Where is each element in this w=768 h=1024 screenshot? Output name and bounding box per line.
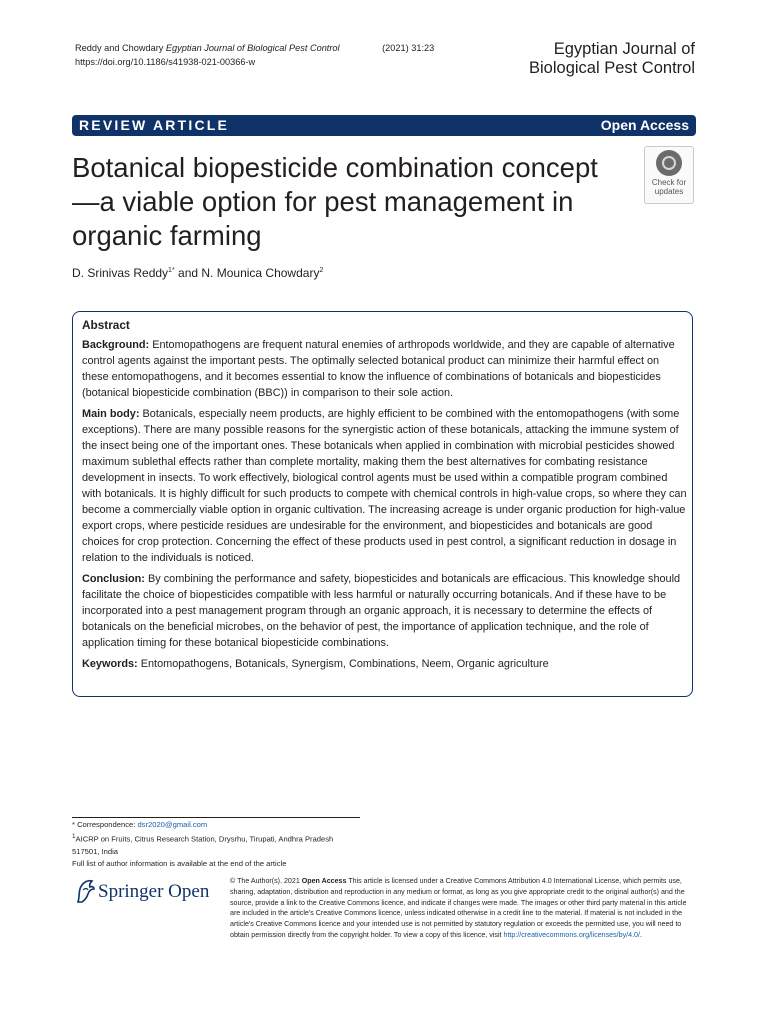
check-for-updates-button[interactable] xyxy=(644,146,694,204)
abstract-conclusion xyxy=(82,571,688,651)
header-authors: Reddy and Chowdary xyxy=(75,43,164,53)
license-text xyxy=(230,876,692,941)
abstract-heading: Abstract xyxy=(82,318,130,332)
author-list xyxy=(72,263,323,281)
correspondence-line xyxy=(72,819,372,831)
main-body-text: Botanicals, especially neem products, are highly efficient to be combined with the entomopathogens (with some exceptions). There are many possible reasons for the synergistic action of these botanicals, attacking the immune system of the insect being one of the important ones. These botanicals when applied in combination with microbial pesticides showed maximum sublethal effects rather than complete mortality, making them the best alternatives for combating resistance development in insects. To work effectively, biological control agents must be used within a compatible program combined with botanicals. It is highly difficult for such products to compete with chemical controls in high-value crops, so where they can become a commercially viable option in organic cultivation. The increasing acreage is under organic production for high-value export crops, where pesticide residues are undesirable for the environment, and biopesticides and botanicals are good choices for crop protection. Concerning the effect of these products used in pest control, a significant reduction in dosage in relation to the individuals is noticed. xyxy=(82,408,687,564)
publisher-name: Springer Open xyxy=(98,881,210,902)
author-1: D. Srinivas Reddy xyxy=(72,266,169,280)
license-body: This article is licensed under a Creative Commons Attribution 4.0 International License, which permits use, sharing, adaptation, distribution and reproduction in any medium or format, as long as you give appropriate credit to the original author(s) and the source, provide a link to the Creative Commons licence, and indicate if changes were made. The images or other third party material in this article are included in the article's Creative Commons licence, unless indicated otherwise in a credit line to the material. If material is not included in the article's Creative Commons licence and your intended use is not permitted by statutory regulation or exceeds the permitted use, you will need to obtain permission directly from the copyright holder. To view a copy of this licence, visit xyxy=(230,877,687,939)
correspondence-email-link[interactable]: dsr2020@gmail.com xyxy=(137,820,208,829)
running-header xyxy=(75,41,495,69)
full-author-info-note: Full list of author information is available at the end of the article xyxy=(72,858,287,868)
conclusion-text: By combining the performance and safety, biopesticides and botanicals are efficacious. This knowledge should facilitate the choice of biopesticides compatible with less harmful or naturally occurring botanicals. And if these have to be incorporated into a pest management program through an organic approach, it is necessary to determine the effects of botanicals on the beneficial microbes, on the behavior of pest, the importance of application technique, and the role of application timing for these botanical biopesticide combinations. xyxy=(82,573,681,649)
header-journal: Egyptian Journal of Biological Pest Control xyxy=(165,43,340,53)
check-for-updates-label: Check for updates xyxy=(651,178,687,196)
author-conjunction: and xyxy=(178,266,199,280)
abstract-keywords xyxy=(82,656,688,672)
crossmark-icon xyxy=(656,150,682,176)
footnotes xyxy=(72,819,372,870)
header-doi[interactable]: https://doi.org/10.1186/s41938-021-00366-w xyxy=(75,57,256,67)
affiliation-line-2: 517501, India xyxy=(72,846,119,856)
abstract-main-body xyxy=(82,406,688,566)
journal-name xyxy=(529,40,695,78)
author-2: N. Mounica Chowdary xyxy=(201,266,320,280)
citation-line xyxy=(75,41,495,55)
main-body-label: Main body: xyxy=(82,408,140,420)
article-type-label: REVIEW ARTICLE xyxy=(79,117,230,133)
abstract-background xyxy=(82,337,688,401)
springer-open-logo xyxy=(74,876,224,906)
author-2-affiliation: 2 xyxy=(319,267,324,274)
license-suffix: . xyxy=(639,930,642,939)
keywords-label: Keywords: xyxy=(82,658,138,670)
journal-name-line1: Egyptian Journal of xyxy=(553,40,695,58)
author-1-affiliation: 1* xyxy=(168,267,175,274)
background-label: Background: xyxy=(82,339,150,351)
footnote-divider xyxy=(72,817,360,818)
header-volume: (2021) 31:23 xyxy=(382,43,435,53)
article-title: Botanical biopesticide combination concept—a viable option for pest management in organic farming xyxy=(72,152,598,251)
keywords-text: Entomopathogens, Botanicals, Synergism, Combinations, Neem, Organic agriculture xyxy=(140,658,549,670)
license-link[interactable]: http://creativecommons.org/licenses/by/4.0/ xyxy=(503,930,640,939)
affiliation-number: 1 xyxy=(72,833,76,840)
correspondence-label: * Correspondence: xyxy=(72,820,136,829)
affiliation-line xyxy=(72,831,372,846)
article-type-banner xyxy=(72,115,696,136)
open-access-label: Open Access xyxy=(600,117,689,133)
journal-name-line2: Biological Pest Control xyxy=(529,59,695,77)
license-open-access: Open Access xyxy=(301,877,347,885)
background-text: Entomopathogens are frequent natural enemies of arthropods worldwide, and they are capable of alternative control agents against the important pests. The optimally selected botanical product can minimize their harmful effect on these entomopathogens, and it becomes essential to know the influence of combinations of botanicals and biopesticides (botanical biopesticide combination (BBC)) in comparison to their sole action. xyxy=(82,339,675,399)
conclusion-label: Conclusion: xyxy=(82,573,145,585)
affiliation-text: AICRP on Fruits, Citrus Research Station, Drysrhu, Tirupati, Andhra Pradesh xyxy=(75,834,334,844)
license-copyright: © The Author(s). 2021 xyxy=(230,877,300,885)
springer-horse-icon xyxy=(74,878,96,904)
abstract-box xyxy=(72,311,693,697)
